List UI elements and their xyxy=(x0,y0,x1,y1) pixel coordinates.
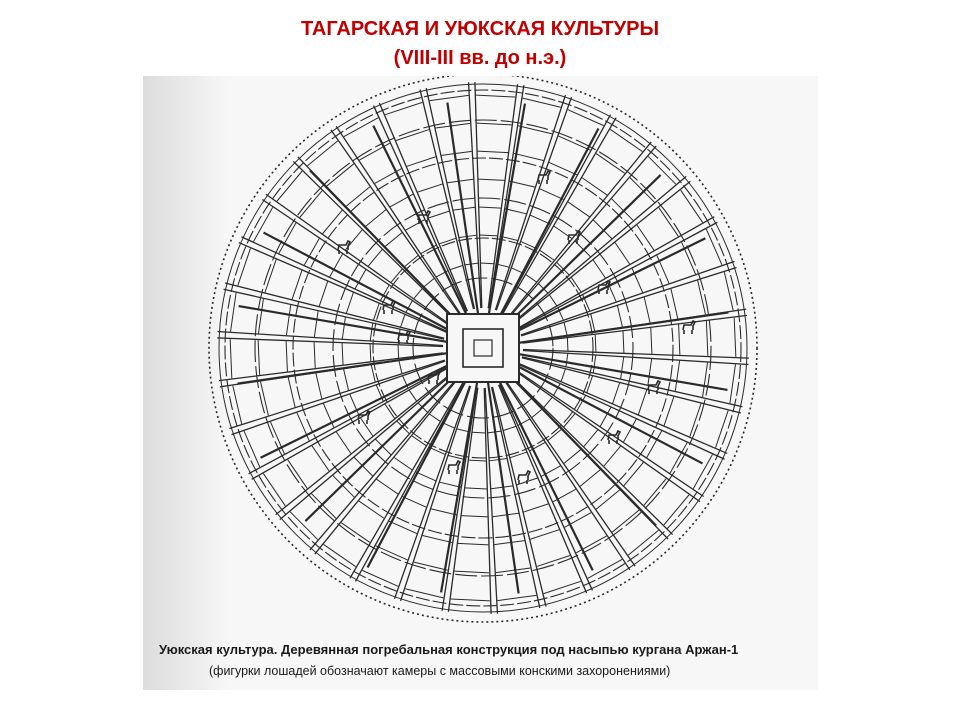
cross-bar xyxy=(593,355,595,372)
cross-bar xyxy=(418,184,443,192)
cross-bar xyxy=(314,342,315,368)
cross-bar xyxy=(324,544,356,566)
cross-bar xyxy=(698,281,706,315)
cross-bar xyxy=(559,136,591,150)
cross-bar xyxy=(319,281,327,306)
cross-bar xyxy=(453,207,475,210)
cross-bar xyxy=(540,189,564,200)
cross-bar xyxy=(624,462,644,485)
cross-bar xyxy=(671,289,678,319)
horse-icon xyxy=(448,461,460,474)
cross-bar xyxy=(544,581,581,593)
cross-bar xyxy=(385,233,402,247)
cross-bar xyxy=(428,211,449,218)
cross-bar xyxy=(370,344,371,361)
cross-bar xyxy=(336,432,351,454)
radial-log xyxy=(523,350,749,359)
cross-bar xyxy=(431,509,456,515)
cross-bar xyxy=(354,457,372,476)
cross-bar xyxy=(734,318,736,357)
cross-bar xyxy=(644,479,666,506)
cross-bar xyxy=(638,390,646,415)
cross-bar xyxy=(477,123,512,125)
cross-bar xyxy=(567,338,568,351)
cross-bar xyxy=(458,543,488,545)
cross-bar xyxy=(462,516,488,517)
cross-bar xyxy=(258,340,259,375)
cross-bar xyxy=(376,479,398,494)
cross-bar xyxy=(564,323,567,336)
cross-bar xyxy=(288,460,308,489)
cross-bar xyxy=(399,361,402,374)
cross-bar xyxy=(584,430,598,447)
figure-caption-note: (фигурки лошадей обозначают камеры с массовыми конскими захоронениями) xyxy=(209,664,671,678)
cross-bar xyxy=(341,523,370,543)
cross-bar xyxy=(402,497,426,508)
cross-bar xyxy=(481,263,494,264)
cross-bar xyxy=(314,311,318,337)
cross-bar xyxy=(385,102,422,114)
central-chamber xyxy=(447,314,519,382)
cross-bar xyxy=(494,541,524,545)
cross-bar xyxy=(637,225,654,250)
cross-bar xyxy=(612,510,639,532)
cross-bar xyxy=(323,210,343,233)
cross-bar xyxy=(630,178,655,203)
cross-bar xyxy=(510,452,527,457)
cross-bar xyxy=(394,457,412,469)
cross-bar xyxy=(424,278,434,286)
cross-bar xyxy=(422,535,452,542)
cross-bar xyxy=(362,570,398,586)
cross-bar xyxy=(498,595,537,600)
cross-bar xyxy=(561,369,565,381)
cross-bar xyxy=(440,482,461,487)
cross-bar xyxy=(524,504,549,512)
cross-bar xyxy=(342,317,345,339)
cross-bar xyxy=(615,242,630,264)
cross-bar xyxy=(604,446,621,466)
cross-bar xyxy=(526,275,537,282)
cross-bar xyxy=(612,199,633,221)
cross-bar xyxy=(344,369,349,390)
cross-bar xyxy=(454,571,489,573)
cross-bar xyxy=(493,513,519,517)
cross-bar xyxy=(261,382,269,416)
cross-bar xyxy=(366,210,386,227)
cross-bar xyxy=(582,178,607,195)
cross-bar xyxy=(442,423,454,428)
cross-bar xyxy=(286,305,290,335)
figure-caption: Уюкская культура. Деревянная погребальная конструкция под насыпью кургана Аржан-1 xyxy=(159,642,739,657)
cross-bar xyxy=(472,432,485,433)
cross-bar xyxy=(450,265,462,269)
cross-bar xyxy=(593,260,605,278)
cross-bar xyxy=(478,179,504,180)
cross-bar xyxy=(505,209,526,214)
cross-bar xyxy=(509,181,534,187)
cross-bar xyxy=(532,409,542,417)
cross-bar xyxy=(409,390,416,401)
cross-bar xyxy=(478,151,508,153)
cross-bar xyxy=(439,238,456,243)
cross-bar xyxy=(623,331,624,353)
cross-bar xyxy=(442,151,472,155)
cross-bar xyxy=(675,361,679,391)
radial-log xyxy=(336,126,461,314)
cross-bar xyxy=(476,95,515,97)
cross-bar xyxy=(681,190,703,222)
cross-bar xyxy=(644,297,650,322)
cross-bar xyxy=(312,494,337,519)
scanned-figure xyxy=(143,76,818,690)
cross-bar xyxy=(621,357,624,379)
cross-bar xyxy=(648,156,676,184)
cross-bar xyxy=(523,98,561,107)
cross-bar xyxy=(447,179,473,183)
radial-log xyxy=(521,261,735,335)
radial-log xyxy=(249,367,448,474)
cross-bar xyxy=(401,315,405,327)
cross-bar xyxy=(491,486,513,489)
cross-bar xyxy=(288,377,295,407)
burial-construction-plan xyxy=(209,76,757,622)
cross-bar xyxy=(587,376,593,393)
cross-bar xyxy=(376,546,408,560)
cross-bar xyxy=(706,321,707,356)
cross-bar xyxy=(405,589,443,598)
slide-subtitle: (VIII-III вв. до н.э.) xyxy=(393,47,567,69)
cross-bar xyxy=(613,383,620,404)
cross-bar xyxy=(346,187,370,206)
cross-bar xyxy=(389,521,417,533)
cross-bar xyxy=(307,141,337,166)
cross-bar xyxy=(414,562,448,570)
cross-bar xyxy=(451,599,490,601)
cross-bar xyxy=(277,171,302,201)
cross-bar xyxy=(514,153,544,160)
cross-bar xyxy=(333,476,354,498)
cross-bar xyxy=(300,191,322,218)
radial-log xyxy=(518,222,717,329)
cross-bar xyxy=(549,162,577,174)
cross-bar xyxy=(359,501,384,518)
cross-bar xyxy=(290,512,318,540)
cross-bar xyxy=(263,474,285,506)
cross-bar xyxy=(503,426,515,430)
cross-bar xyxy=(566,354,568,367)
cross-bar xyxy=(316,373,322,398)
cross-bar xyxy=(286,341,287,371)
radial-log xyxy=(523,350,749,364)
kurgan-plan-drawing xyxy=(143,76,818,690)
cross-bar xyxy=(651,328,652,354)
cross-bar xyxy=(564,450,581,464)
cross-bar xyxy=(342,343,343,365)
cross-bar xyxy=(596,154,625,174)
cross-bar xyxy=(398,345,399,358)
cross-bar xyxy=(648,359,652,385)
cross-bar xyxy=(530,215,550,224)
cross-bar xyxy=(618,306,623,327)
cross-bar xyxy=(346,292,353,313)
radial-log xyxy=(448,388,477,612)
cross-bar xyxy=(370,323,372,340)
radial-log xyxy=(488,84,517,308)
cross-bar xyxy=(479,207,501,208)
cross-bar xyxy=(593,220,611,239)
cross-bar xyxy=(231,293,237,332)
cross-bar xyxy=(429,414,440,421)
cross-bar xyxy=(628,530,658,555)
radial-log xyxy=(520,364,727,454)
cross-bar xyxy=(368,249,382,266)
cross-bar xyxy=(596,490,620,509)
cross-bar xyxy=(679,324,680,354)
cross-bar xyxy=(549,295,556,306)
cross-bar xyxy=(416,472,436,481)
cross-bar xyxy=(312,446,329,471)
radial-log xyxy=(231,361,445,435)
cross-bar xyxy=(374,304,380,321)
cross-bar xyxy=(238,248,251,285)
cross-bar xyxy=(544,397,552,407)
cross-bar xyxy=(595,334,596,351)
slide-title: ТАГАРСКАЯ И УЮКСКАЯ КУЛЬТУРЫ xyxy=(300,18,660,40)
cross-bar xyxy=(659,208,679,237)
cross-bar xyxy=(610,129,642,151)
cross-bar xyxy=(430,95,469,100)
radial-log xyxy=(217,338,443,347)
cross-bar xyxy=(716,411,729,448)
cross-bar xyxy=(465,488,487,489)
cross-bar xyxy=(480,235,497,236)
cross-bar xyxy=(568,202,590,217)
horse-marker xyxy=(448,461,460,474)
cross-bar xyxy=(518,126,552,134)
cross-bar xyxy=(664,495,689,525)
cross-bar xyxy=(730,364,736,403)
radial-log xyxy=(239,243,446,333)
cross-bar xyxy=(230,339,232,378)
cross-bar xyxy=(414,289,422,299)
radial-log xyxy=(219,353,443,381)
cross-bar xyxy=(469,460,486,461)
cross-bar xyxy=(327,164,354,186)
radial-log xyxy=(523,315,747,343)
cross-bar xyxy=(512,268,524,273)
cross-bar xyxy=(376,439,391,454)
cross-bar xyxy=(580,470,600,487)
